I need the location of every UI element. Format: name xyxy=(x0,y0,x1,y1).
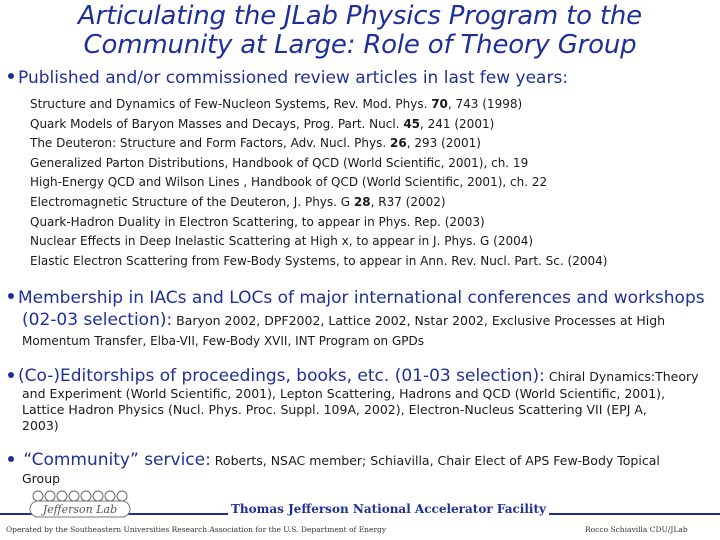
section-body-text: Momentum Transfer, Elba-VII, Few-Body XVII, INT Program on GPDs xyxy=(22,334,424,348)
reference-item: The Deuteron: Structure and Form Factors, Adv. Nucl. Phys. 26, 293 (2001) xyxy=(30,136,481,151)
bullet-icon xyxy=(8,372,14,378)
section-editorships xyxy=(8,366,714,434)
section-body-text: Chiral Dynamics:Theory xyxy=(544,369,699,384)
section-community-service xyxy=(8,449,714,487)
section-review-articles-heading xyxy=(8,68,568,88)
reference-item: Quark Models of Baryon Masses and Decays, Prog. Part. Nucl. 45, 241 (2001) xyxy=(30,116,495,131)
bullet-icon xyxy=(8,293,14,299)
svg-text:Jefferson Lab: Jefferson Lab xyxy=(42,503,118,516)
title-line-2: Community at Large: Role of Theory Group xyxy=(83,30,637,60)
slide-title xyxy=(0,2,720,60)
reference-item: Generalized Parton Distributions, Handbook of QCD (World Scientific, 2001), ch. 19 xyxy=(30,155,529,170)
section-heading-text: Published and/or commissioned review articles in last few years: xyxy=(18,68,569,88)
reference-item: Quark-Hadron Duality in Electron Scattering, to appear in Phys. Rep. (2003) xyxy=(30,214,485,229)
reference-item: Nuclear Effects in Deep Inelastic Scattering at High x, to appear in J. Phys. G (2004) xyxy=(30,234,534,249)
section-heading-text: (02-03 selection): xyxy=(22,310,173,330)
section-heading-text: (Co-)Editorships of proceedings, books, etc. (01-03 selection): xyxy=(18,366,545,386)
section-heading-text: Membership in IACs and LOCs of major international conferences and workshops xyxy=(18,288,705,308)
section-body-text: Baryon 2002, DPF2002, Lattice 2002, Nstar 2002, Exclusive Processes at High xyxy=(172,313,666,328)
reference-item: Electromagnetic Structure of the Deuteron, J. Phys. G 28, R37 (2002) xyxy=(30,194,446,209)
operated-by-text: Operated by the Southeastern Universities Research Association for the U.S. Department of Energy xyxy=(6,525,387,534)
bullet-icon xyxy=(8,456,14,462)
reference-item: High-Energy QCD and Wilson Lines , Handbook of QCD (World Scientific, 2001), ch. 22 xyxy=(30,175,548,190)
title-line-1: Articulating the JLab Physics Program to the xyxy=(78,1,642,31)
jefferson-lab-logo xyxy=(20,490,150,520)
section-heading-text: “Community” service: xyxy=(18,450,211,470)
author-credit: Rocco Schiavilla CDU/JLab xyxy=(585,525,688,534)
bullet-icon xyxy=(8,73,14,79)
facility-name: Thomas Jefferson National Accelerator Facility xyxy=(228,502,549,516)
section-body-text: Group xyxy=(22,471,61,486)
section-membership xyxy=(8,287,714,350)
reference-list xyxy=(30,95,710,271)
reference-item: Structure and Dynamics of Few-Nucleon Systems, Rev. Mod. Phys. 70, 743 (1998) xyxy=(30,97,523,111)
section-body-text: Roberts, NSAC member; Schiavilla, Chair Elect of APS Few-Body Topical xyxy=(210,453,660,468)
section-body-text: 2003) xyxy=(22,418,59,433)
section-body-text: and Experiment (World Scientific, 2001), Lepton Scattering, Hadrons and QCD (World Scientific, 2001), xyxy=(22,386,666,401)
reference-item: Elastic Electron Scattering from Few-Body Systems, to appear in Ann. Rev. Nucl. Part. Sc. (2004) xyxy=(30,253,608,268)
section-body-text: Lattice Hadron Physics (Nucl. Phys. Proc. Suppl. 109A, 2002), Electron-Nucleus Scattering VII (EPJ A, xyxy=(22,402,647,417)
